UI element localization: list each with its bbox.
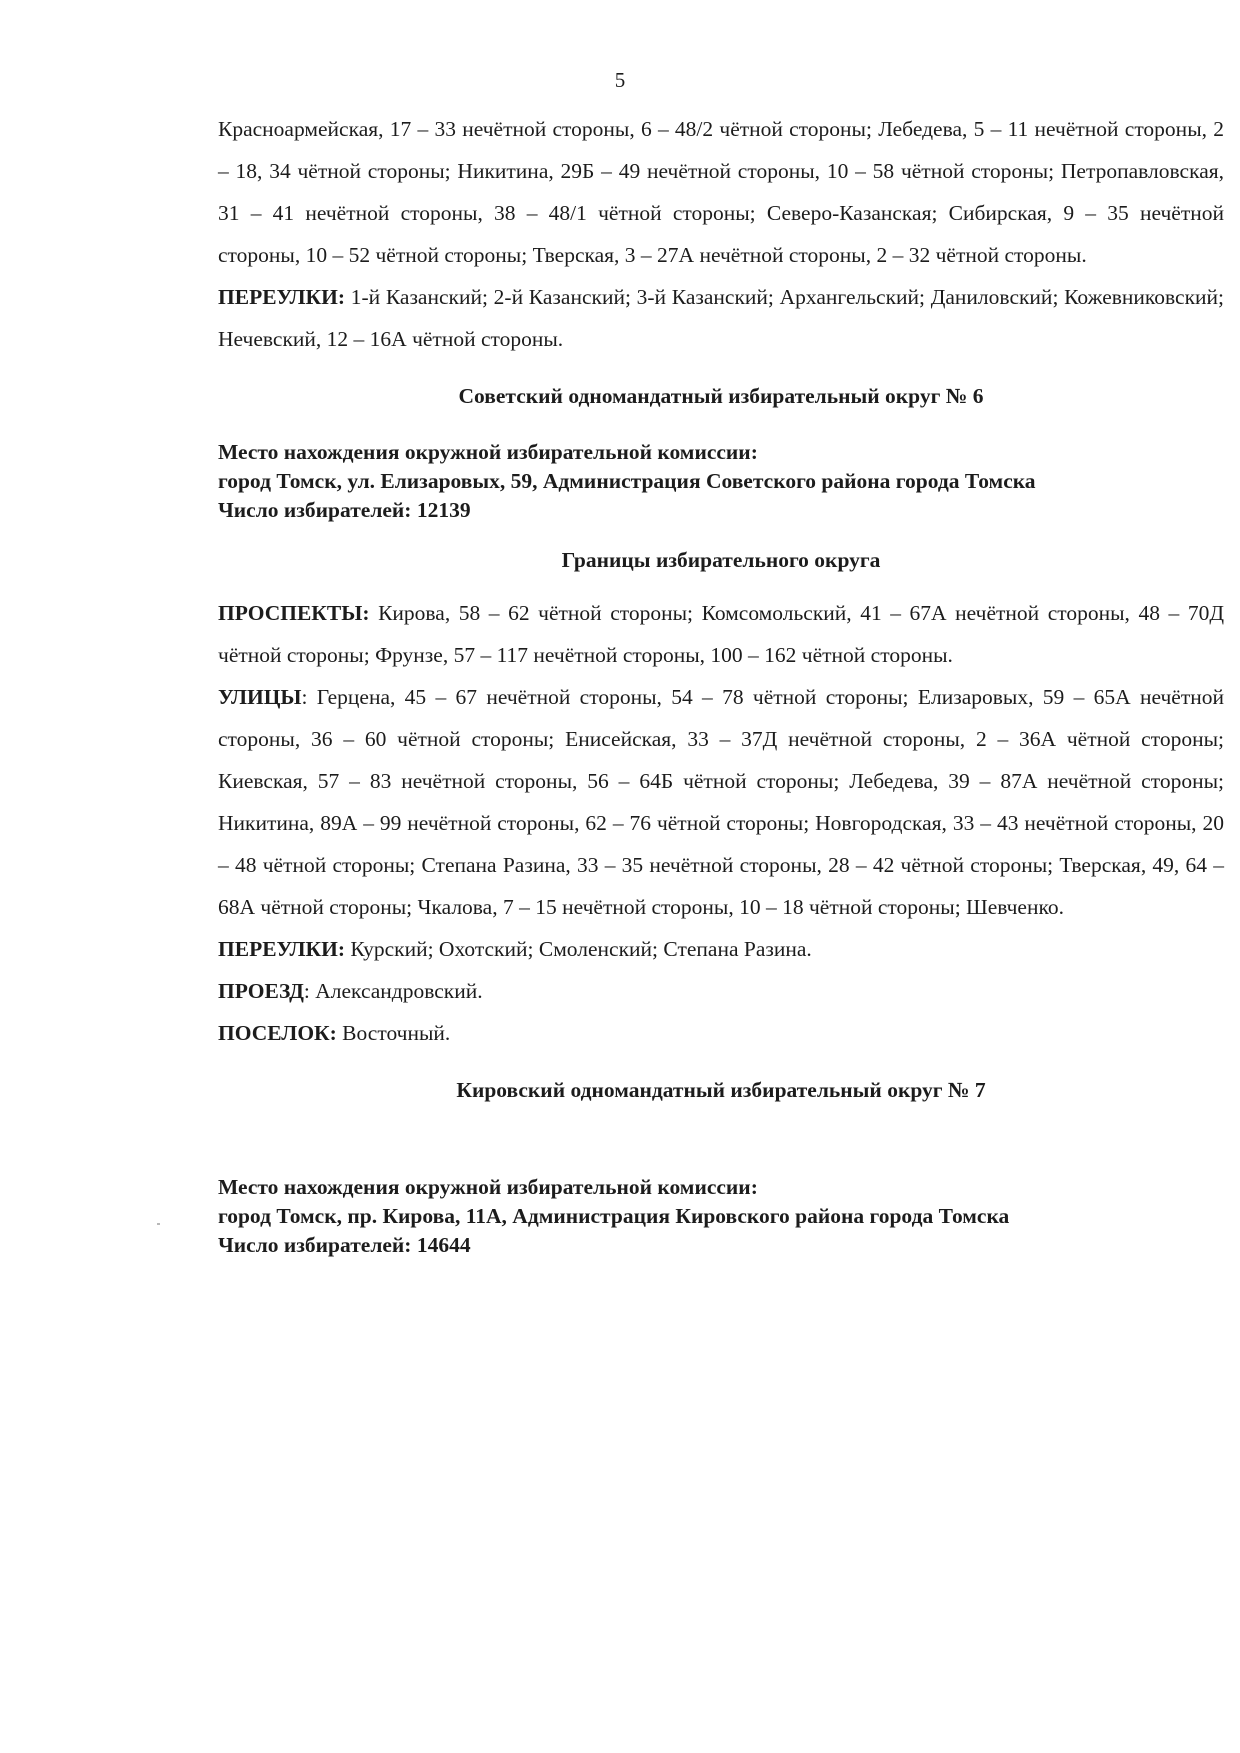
district7-commission-block	[218, 1173, 1224, 1260]
avenues-text: Кирова, 58 – 62 чётной стороны; Комсомольский, 41 – 67А нечётной стороны, 48 – 70Д чётной стороны; Фрунзе, 57 – 117 нечётной стороны, 100 – 162 чётной стороны.	[218, 601, 1224, 667]
streets-label: УЛИЦЫ	[218, 685, 302, 709]
passage-label: ПРОЕЗД	[218, 979, 304, 1003]
settlement-text: Восточный.	[336, 1021, 451, 1045]
district7-commission-heading: Место нахождения окружной избирательной комиссии:	[218, 1175, 758, 1199]
district6-commission-heading: Место нахождения окружной избирательной комиссии:	[218, 440, 758, 464]
district6-avenues	[218, 592, 1224, 676]
district6-commission-address: город Томск, ул. Елизаровых, 59, Администрация Советского района города Томска	[218, 469, 1036, 493]
district5-lanes	[218, 276, 1224, 360]
passage-text: : Александровский.	[303, 979, 483, 1003]
district6-settlement	[218, 1012, 1224, 1054]
district6-voters: Число избирателей: 12139	[218, 498, 471, 522]
lanes-text: 1-й Казанский; 2-й Казанский; 3-й Казанский; Архангельский; Даниловский; Кожевниковский; Нечевский, 12 – 16А чётной стороны.	[218, 285, 1224, 351]
streets-text: : Герцена, 45 – 67 нечётной стороны, 54 – 78 чётной стороны; Елизаровых, 59 – 65А нечётной стороны, 36 – 60 чётной стороны; Енисейская, 33 – 37Д нечётной стороны, 2 – 36А чётной стороны; Киевская, 57 – 83 нечётной стороны, 56 – 64Б чётной стороны; Лебедева, 39 – 87А нечётной стороны; Никитина, 89А – 99 нечётной стороны, 62 – 76 чётной стороны; Новгородская, 33 – 43 нечётной стороны, 20 – 48 чётной стороны; Степана Разина, 33 – 35 нечётной стороны, 28 – 42 чётной стороны; Тверская, 49, 64 – 68А чётной стороны; Чкалова, 7 – 15 нечётной стороны, 10 – 18 чётной стороны; Шевченко.	[218, 685, 1224, 919]
district5-streets-continued: Красноармейская, 17 – 33 нечётной стороны, 6 – 48/2 чётной стороны; Лебедева, 5 – 11 нечётной стороны, 2 – 18, 34 чётной стороны; Никитина, 29Б – 49 нечётной стороны, 10 – 58 чётной стороны; Петропавловская, 31 – 41 нечётной стороны, 38 – 48/1 чётной стороны; Северо-Казанская; Сибирская, 9 – 35 нечётной стороны, 10 – 52 чётной стороны; Тверская, 3 – 27А нечётной стороны, 2 – 32 чётной стороны.	[218, 117, 1224, 267]
district6-streets	[218, 676, 1224, 928]
district6-passage	[218, 970, 1224, 1012]
avenues-label: ПРОСПЕКТЫ:	[218, 601, 370, 625]
page-number: 5	[614, 68, 626, 92]
district7-commission-address: город Томск, пр. Кирова, 11А, Администрация Кировского района города Томска	[218, 1204, 1010, 1228]
lanes-label: ПЕРЕУЛКИ:	[218, 937, 345, 961]
lanes-text: Курский; Охотский; Смоленский; Степана Разина.	[344, 937, 812, 961]
district7-title: Кировский одномандатный избирательный округ № 7	[456, 1078, 986, 1102]
scan-margin-mark	[157, 1223, 160, 1225]
district6-lanes	[218, 928, 1224, 970]
district6-boundaries-title: Границы избирательного округа	[561, 548, 881, 572]
settlement-label: ПОСЕЛОК:	[218, 1021, 337, 1045]
district6-title: Советский одномандатный избирательный округ № 6	[458, 384, 984, 408]
district6-commission-block	[218, 438, 1224, 525]
document-body	[218, 108, 1224, 1260]
lanes-label: ПЕРЕУЛКИ:	[218, 285, 345, 309]
district7-voters: Число избирателей: 14644	[218, 1233, 471, 1257]
